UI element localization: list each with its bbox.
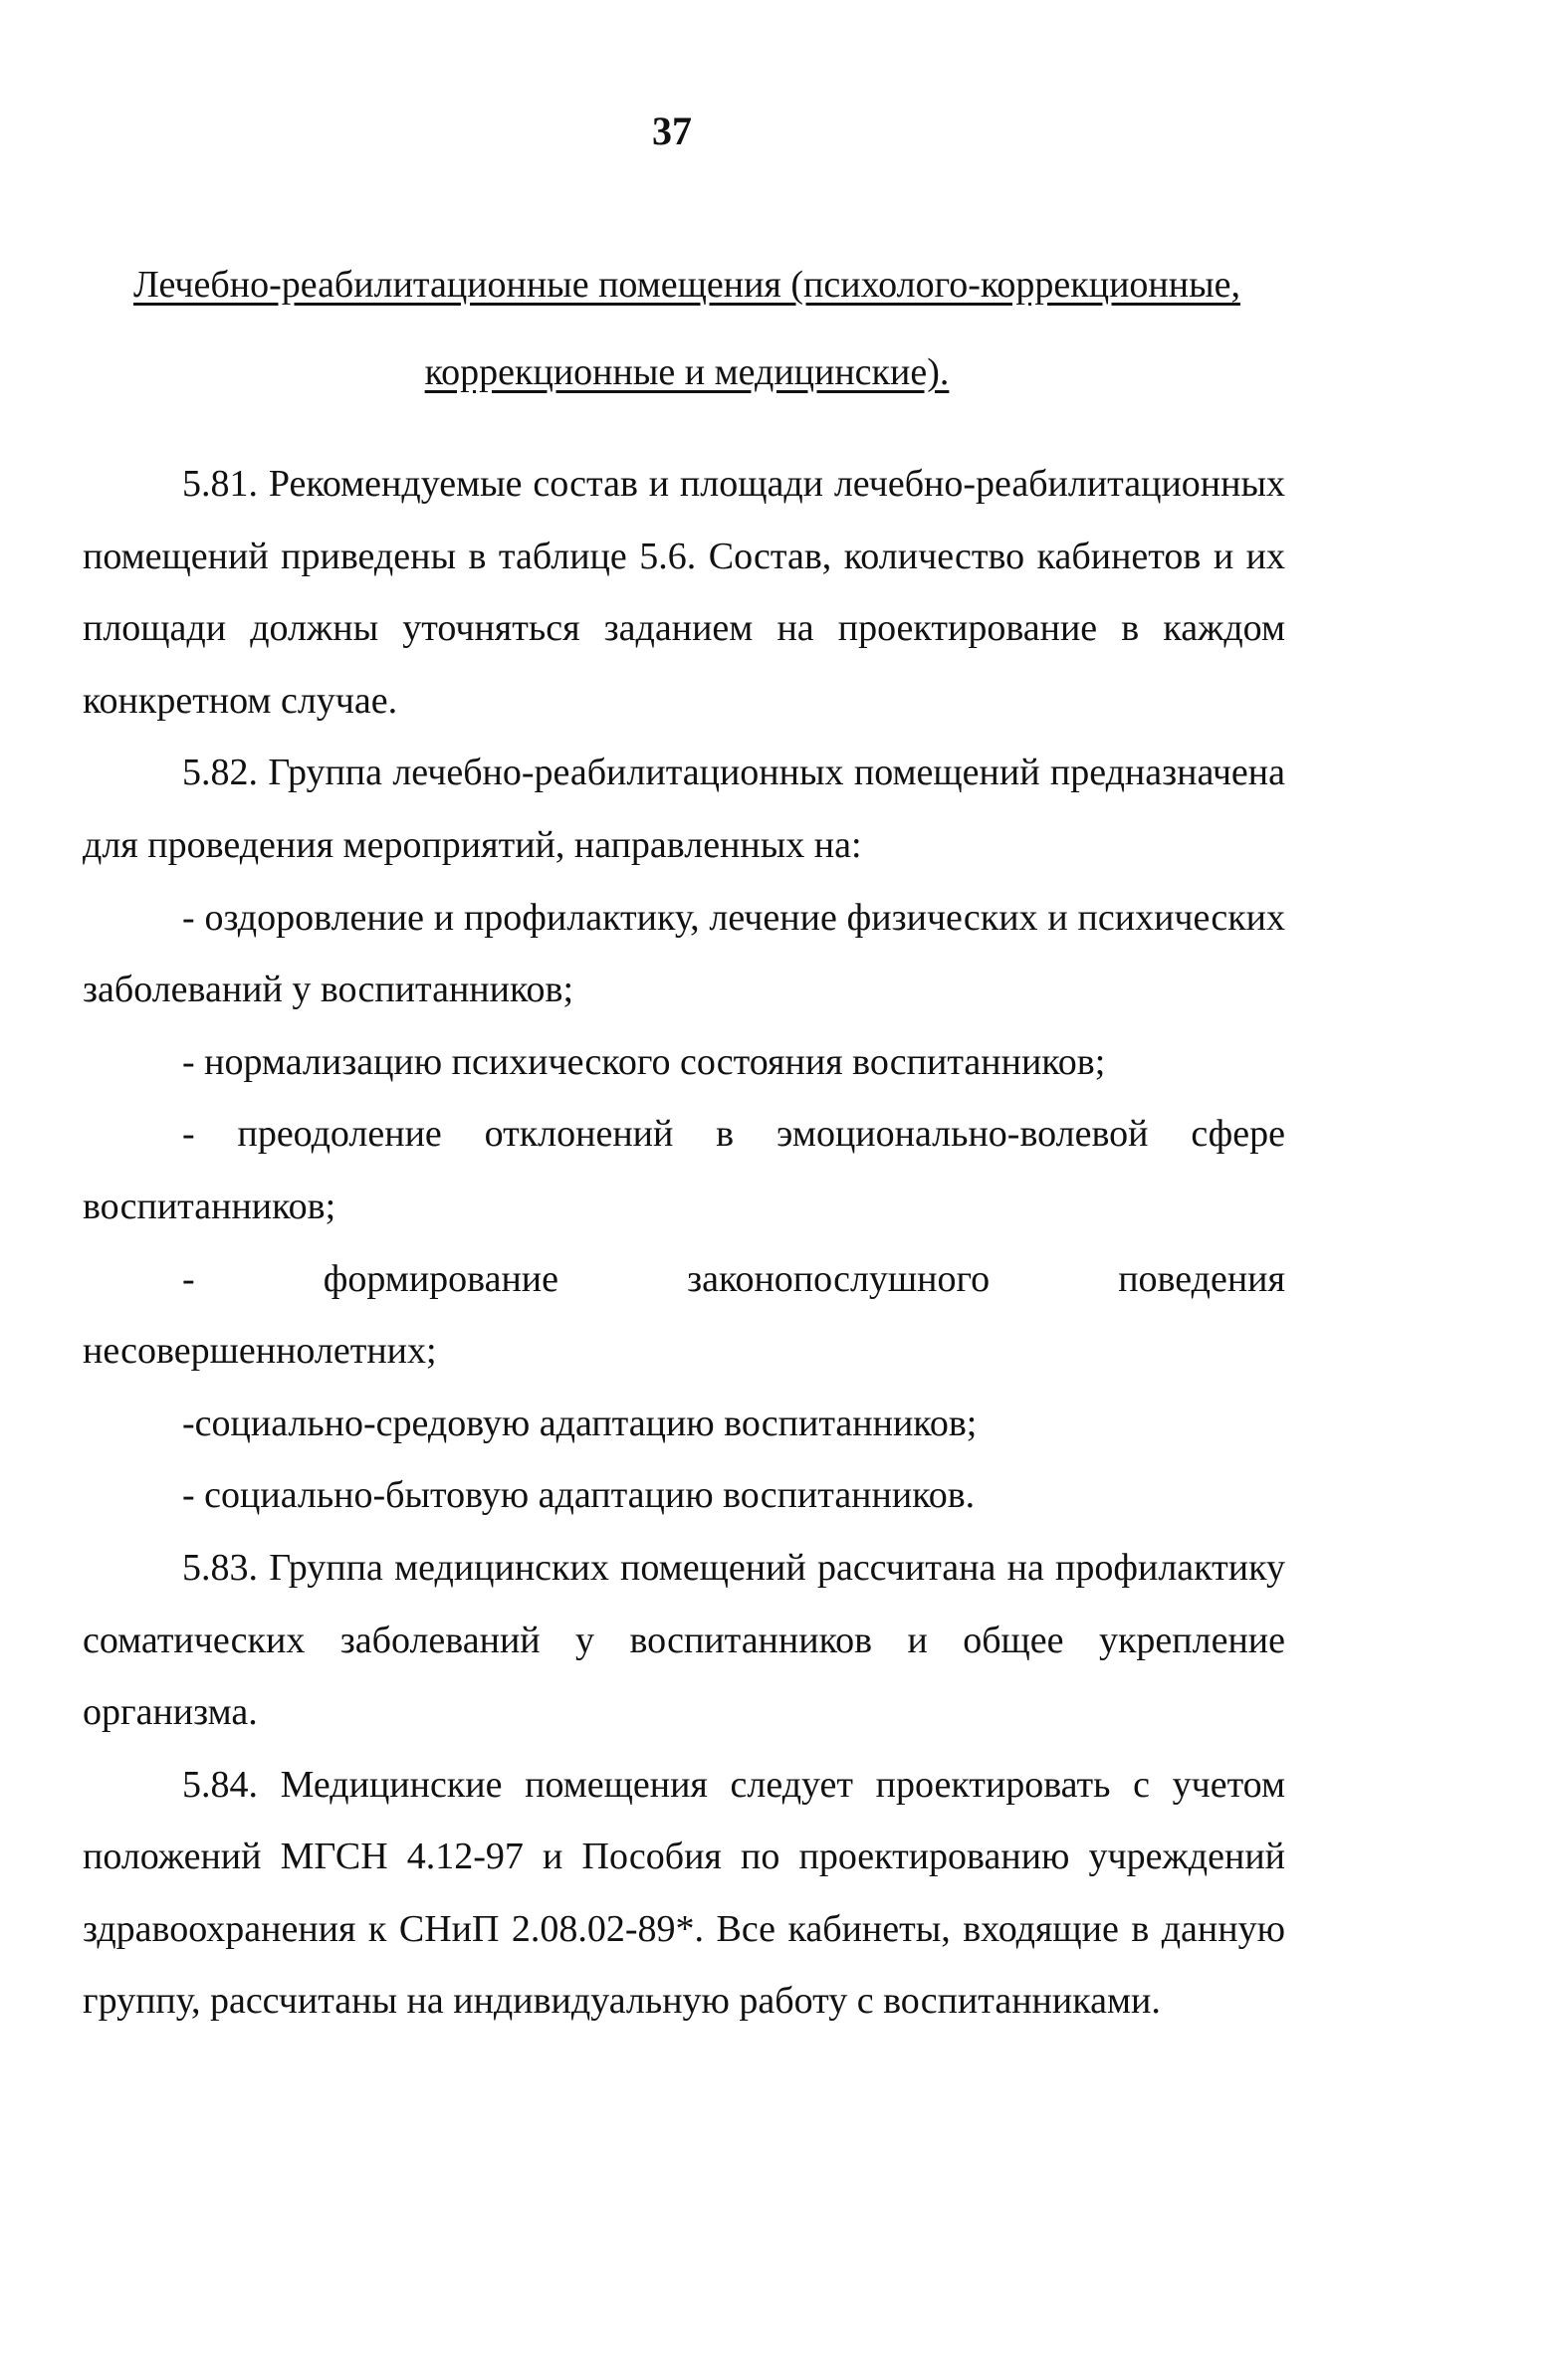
paragraph-5-81: 5.81. Рекомендуемые состав и площади лечебно-реабилитационных помещений приведены в таблице 5.6. Состав, количество кабинетов и их площади должны уточняться заданием на проектирование в каждом конкретном случае. [83, 463, 1285, 722]
section-heading [90, 241, 1284, 416]
body-text [83, 448, 1285, 2038]
section-heading-line-1: Лечебно-реабилитационные помещения (психолого-коррекционные, [133, 264, 1240, 306]
list-item-social-household: - социально-бытовую адаптацию воспитанников. [182, 1474, 976, 1517]
page-number: 37 [652, 108, 692, 153]
list-item-emotional: - преодоление отклонений в эмоционально-волевой сфере воспитанников; [83, 1113, 1285, 1227]
list-item-social-environment: -социально-средовую адаптацию воспитанников; [182, 1402, 978, 1444]
paragraph-5-84: 5.84. Медицинские помещения следует проектировать с учетом положений МГСН 4.12-97 и Пособия по проектированию учреждений здравоохранения к СНиП 2.08.02-89*. Все кабинеты, входящие в данную группу, рассчитаны на индивидуальную работу с воспитанниками. [83, 1763, 1285, 2023]
paragraph-5-82: 5.82. Группа лечебно-реабилитационных помещений предназначена для проведения мероприятий, направленных на: [83, 752, 1285, 866]
section-heading-line-2: коррекционные и медицинские). [424, 351, 950, 393]
paragraph-5-83: 5.83. Группа медицинских помещений рассчитана на профилактику соматических заболеваний у воспитанников и общее укрепление организма. [83, 1546, 1285, 1734]
list-item-behavior: - формирование законопослушного поведения несовершеннолетних; [83, 1257, 1285, 1373]
list-item-normalization: - нормализацию психического состояния воспитанников; [182, 1040, 1106, 1083]
list-item-health: - оздоровление и профилактику, лечение физических и психических заболеваний у воспитанников; [83, 896, 1285, 1011]
